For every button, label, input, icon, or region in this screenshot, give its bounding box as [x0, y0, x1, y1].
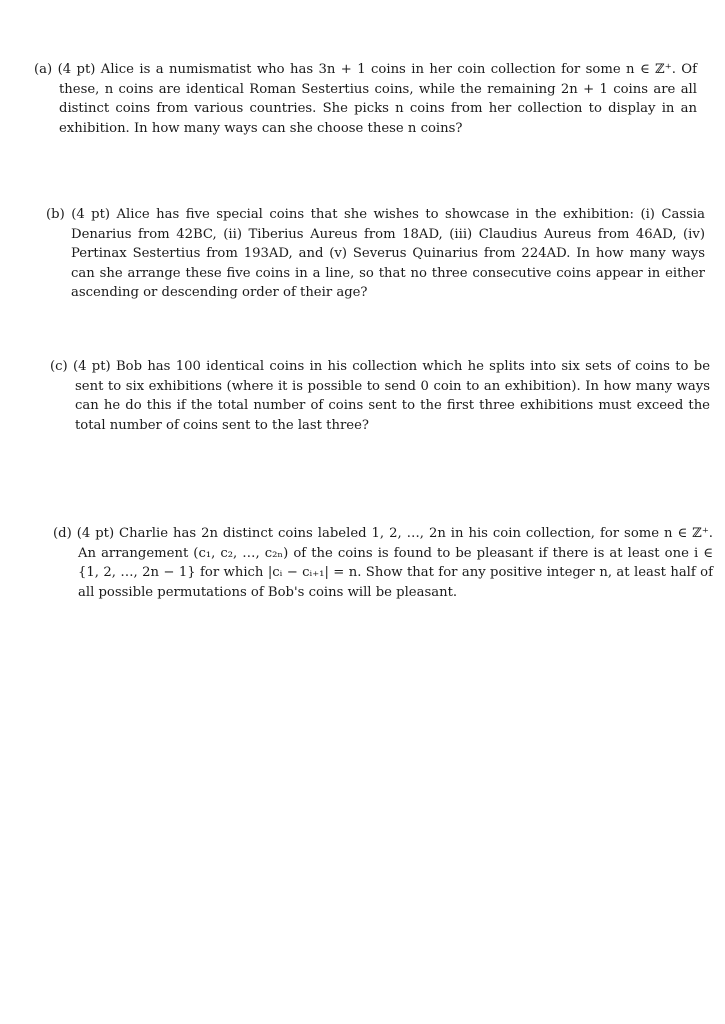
problem-c	[50, 357, 710, 435]
problem-a	[34, 60, 697, 138]
problem-b	[46, 205, 705, 303]
problem-c-text: (4 pt) Bob has 100 identical coins in his collection which he splits into six sets of coins to be sent to six exhibitions (where it is possible to send 0 coin to an exhibition). In how many ways can he do this if the total number of coins sent to the first three exhibitions must exceed the total number of coins sent to the last three?	[72, 359, 710, 433]
problem-b-label: (b)	[46, 207, 72, 222]
problem-b-text: (4 pt) Alice has five special coins that she wishes to showcase in the exhibition: (i) Cassia Denarius from 42BC, (ii) Tiberius Aureus from 18AD, (iii) Claudius Aureus from 46AD, (iv) Pertinax Sestertius from 193AD, and (v) Severus Quinarius from 224AD. In how many ways can she arrange these five coins in a line, so that no three consecutive coins appear in either ascending or descending order of their age?	[71, 207, 705, 301]
problem-d	[53, 524, 713, 602]
problem-d-label: (d)	[53, 526, 77, 541]
problem-d-text: (4 pt) Charlie has 2n distinct coins labeled 1, 2, …, 2n in his coin collection, for some n ∈ ℤ⁺. An arrangement (c₁, c₂, …, c₂ₙ) of the coins is found to be pleasant if there is at least one i ∈ {1, 2, …, 2n − 1} for which |cᵢ − cᵢ₊₁| = n. Show that for any positive integer n, at least half of all possible permutations of Bob's coins will be pleasant.	[76, 526, 713, 600]
problem-a-text: (4 pt) Alice is a numismatist who has 3n + 1 coins in her coin collection for some n ∈ ℤ⁺. Of these, n coins are identical Roman Sestertius coins, while the remaining 2n + 1 coins are all distinct coins from various countries. She picks n coins from her collection to display in an exhibition. In how many ways can she choose these n coins?	[57, 62, 697, 136]
problem-a-label: (a)	[34, 62, 58, 77]
problem-c-label: (c)	[50, 359, 73, 374]
